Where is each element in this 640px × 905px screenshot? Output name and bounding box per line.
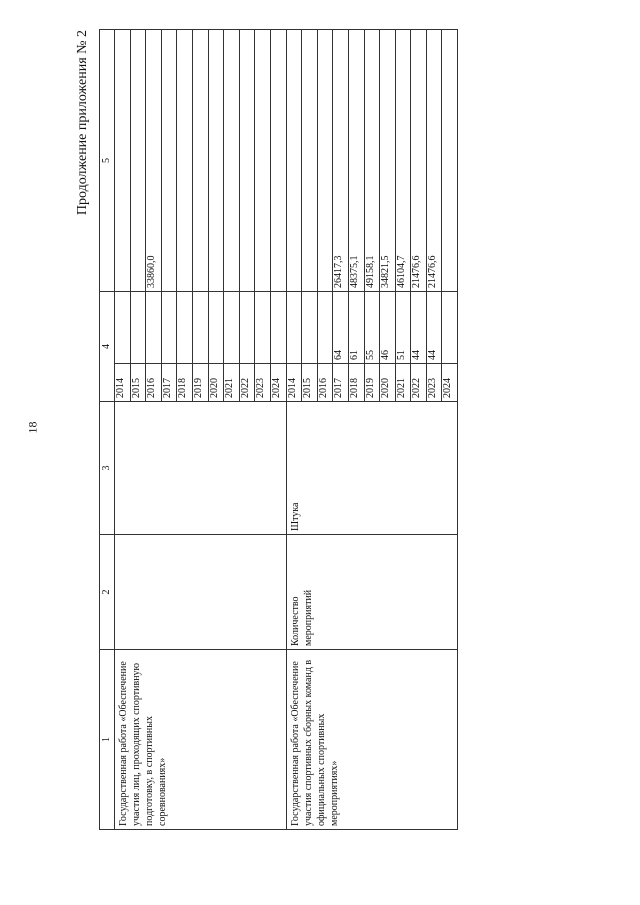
rotated-content: [73, 30, 603, 830]
year-label: 2024: [271, 363, 286, 401]
year-value-cell: [395, 292, 411, 402]
year-value-cell: [255, 292, 271, 402]
amount-cell: 21476,6: [426, 30, 442, 292]
column-number: 1: [100, 650, 115, 830]
column-number: 4: [100, 292, 115, 402]
year-value-cell: [442, 292, 458, 402]
appendix-header: Продолжение приложения № 2: [75, 30, 90, 216]
amount-cell: 48375,1: [348, 30, 364, 292]
year-label: 2023: [427, 363, 442, 401]
amount-cell: [192, 30, 208, 292]
year-label: 2015: [302, 363, 317, 401]
year-label: 2018: [349, 363, 364, 401]
amount-cell: 26417,3: [333, 30, 349, 292]
amount-cell: [302, 30, 318, 292]
year-value-cell: [380, 292, 396, 402]
year-value-cell: [317, 292, 333, 402]
indicator-value: 61: [348, 350, 360, 360]
year-value-cell: [286, 292, 302, 402]
amount-cell: [317, 30, 333, 292]
year-label: 2023: [255, 363, 270, 401]
year-value-cell: [426, 292, 442, 402]
year-label: 2019: [365, 363, 380, 401]
work-name-cell: Государственная работа «Обеспечение участия лиц, проходящих спортивную подготовку, в спортивных соревнованиях»: [115, 650, 287, 830]
rotated-page-area: [73, 30, 603, 830]
indicator-value: 46: [380, 350, 392, 360]
table-row: [115, 30, 131, 830]
amount-cell: [224, 30, 240, 292]
year-value-cell: [239, 292, 255, 402]
column-number: 3: [100, 402, 115, 535]
amount-cell: [208, 30, 224, 292]
year-label: 2017: [162, 363, 177, 401]
year-value-cell: [208, 292, 224, 402]
indicator-cell: Количество мероприятий: [286, 535, 458, 650]
amount-cell: [161, 30, 177, 292]
amount-cell: [286, 30, 302, 292]
year-label: 2018: [177, 363, 192, 401]
amount-cell: [130, 30, 146, 292]
year-value-cell: [130, 292, 146, 402]
column-number: 2: [100, 535, 115, 650]
amount-cell: [255, 30, 271, 292]
amount-cell: 34821,5: [380, 30, 396, 292]
amount-cell: [115, 30, 131, 292]
year-label: 2016: [318, 363, 333, 401]
amount-cell: [239, 30, 255, 292]
indicator-value: 51: [395, 350, 407, 360]
year-label: 2019: [193, 363, 208, 401]
table-body: [100, 30, 458, 830]
amount-cell: 21476,6: [411, 30, 427, 292]
year-label: 2022: [240, 363, 255, 401]
year-label: 2017: [333, 363, 348, 401]
work-name-cell: Государственная работа «Обеспечение участия спортивных сборных команд в официальных спортивных мероприятиях»: [286, 650, 458, 830]
column-number-row: [100, 30, 115, 830]
year-value-cell: [192, 292, 208, 402]
year-label: 2015: [131, 363, 146, 401]
amount-cell: 33860,0: [146, 30, 162, 292]
year-label: 2022: [411, 363, 426, 401]
year-value-cell: [177, 292, 193, 402]
year-label: 2021: [224, 363, 239, 401]
amount-cell: 46104,7: [395, 30, 411, 292]
appendix-table: [99, 29, 458, 830]
year-value-cell: [224, 292, 240, 402]
column-number: 5: [100, 30, 115, 292]
year-label: 2021: [396, 363, 411, 401]
year-label: 2014: [115, 363, 130, 401]
year-value-cell: [411, 292, 427, 402]
year-value-cell: [333, 292, 349, 402]
year-label: 2020: [380, 363, 395, 401]
indicator-value: 55: [364, 350, 376, 360]
year-value-cell: [270, 292, 286, 402]
year-value-cell: [302, 292, 318, 402]
amount-cell: [442, 30, 458, 292]
year-label: 2014: [287, 363, 302, 401]
indicator-value: 64: [333, 350, 345, 360]
indicator-value: 44: [411, 350, 423, 360]
unit-cell: Штука: [286, 402, 458, 535]
year-value-cell: [348, 292, 364, 402]
year-label: 2020: [209, 363, 224, 401]
year-value-cell: [115, 292, 131, 402]
indicator-cell: [115, 535, 287, 650]
amount-cell: 49158,1: [364, 30, 380, 292]
year-value-cell: [146, 292, 162, 402]
year-label: 2016: [146, 363, 161, 401]
unit-cell: [115, 402, 287, 535]
indicator-value: 44: [426, 350, 438, 360]
amount-cell: [270, 30, 286, 292]
table-row: [286, 30, 302, 830]
year-label: 2024: [442, 363, 457, 401]
year-value-cell: [161, 292, 177, 402]
page-number: 18: [25, 421, 40, 434]
amount-cell: [177, 30, 193, 292]
year-value-cell: [364, 292, 380, 402]
